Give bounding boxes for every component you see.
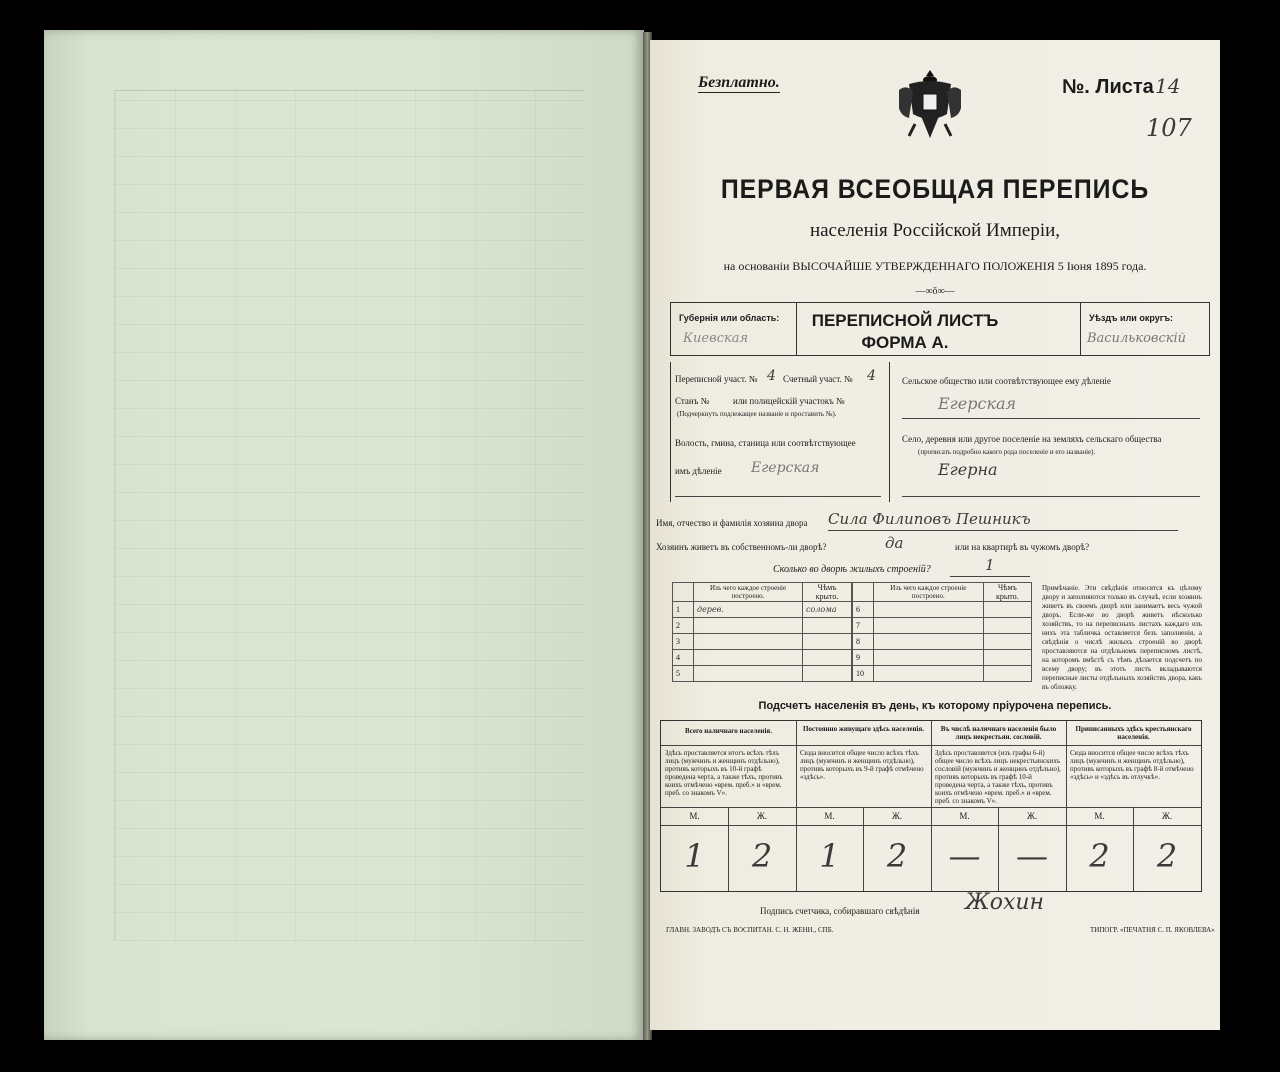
f-label: Ж. xyxy=(756,811,768,821)
footer-right: ТИПОГР. «ПЕЧАТНЯ С. П. ЯКОВЛЕВА» xyxy=(1090,926,1215,934)
buildings-table-left xyxy=(672,582,852,682)
ornament: —∞ǒ∞— xyxy=(915,286,955,297)
table-row: 3 xyxy=(673,634,852,650)
remark: Примѣчаніе. Эти свѣдѣнія относятся къ цѣлому двору и заполняются только въ случаѣ, если хозяинъ живетъ въ своемъ дворѣ или занимаетъ весь чужой дворъ. Если-же во дворѣ живетъ нѣсколько хозяйствъ, то на переписныхъ листахъ каждаго изъ нихъ эта табличка оставляется безъ заполненія, а свѣдѣнія о числѣ жилыхъ строеній во дворѣ проставляются на отдѣльномъ переписномъ листѣ, на которомъ вмѣстѣ съ тѣмъ дѣлается подсчетъ по всему двору; въ этотъ листъ вкладываются переписные листы отдѣльныхъ хозяйствъ двора, какъ въ обложку. xyxy=(1042,584,1202,691)
faded-grid xyxy=(114,90,585,941)
col-nonpeasant-desc: Здѣсь проставляется (изъ графы 6-й) общее число всѣхъ лицъ некрестьянскихъ сословій (мужчинъ и женщинъ отдѣльно), противъ которыхъ въ графѣ 10-й проведена черта, а также тѣхъ, противъ коихъ отмѣчено «врем. преб.» и «врем. преб. со знакомъ V». xyxy=(935,749,1061,805)
total-female: 2 xyxy=(751,837,773,875)
count-area-value: 4 xyxy=(867,368,876,384)
table-row: 2 xyxy=(673,618,852,634)
buildings-label: Сколько во дворѣ жилыхъ строеній? xyxy=(773,564,931,575)
owner-name-label: Имя, отчество и фамилія хозяина двора xyxy=(656,518,808,528)
table-row: 7 xyxy=(853,618,1032,634)
buildings-value: 1 xyxy=(985,556,995,574)
total-male: 1 xyxy=(684,837,705,875)
volost-value: Егерская xyxy=(751,460,820,476)
count-area-label: Счетный участ. № xyxy=(783,374,853,384)
table-row: 8 xyxy=(853,634,1032,650)
owner-lives-alt: или на квартирѣ въ чужомъ дворѣ? xyxy=(955,542,1090,552)
owner-lives-value: да xyxy=(885,534,904,552)
sheet-title: ПЕРЕПИСНОЙ ЛИСТЪ xyxy=(811,311,999,330)
col-total-desc: Здѣсь проставляется итогъ всѣхъ тѣхъ лицъ (мужчинъ и женщинъ отдѣльно), противъ которыхъ въ 10-й графѣ проведена черта, а также тѣхъ, противъ коихъ отмѣчено «врем. преб.» и «врем. преб. со знакомъ V». xyxy=(665,749,783,797)
form-header-band xyxy=(670,302,1210,356)
uezd-value: Васильковскій xyxy=(1087,331,1187,346)
sheet-number-extra: 107 xyxy=(1146,114,1192,142)
imperial-eagle-emblem xyxy=(895,64,965,146)
col-roof-2: Чѣмъ крыто. xyxy=(983,583,1031,602)
left-fields-box xyxy=(670,362,890,502)
registered-female: 2 xyxy=(1156,837,1178,875)
document-subtitle: населенія Россійской Имперіи, xyxy=(809,220,1061,241)
table-row: 4 xyxy=(673,650,852,666)
row1-material: дерев. xyxy=(694,602,803,618)
signature-value: Жохин xyxy=(965,890,1045,915)
village-label: Село, деревня или другое поселеніе на земляхъ сельскаго общества xyxy=(902,434,1162,444)
police-label: или полицейскій участокъ № xyxy=(733,396,845,406)
summary-table xyxy=(660,720,1202,892)
census-area-label: Переписной участ. № xyxy=(675,374,758,384)
table-row: 9 xyxy=(853,650,1032,666)
sheet-number-label: №. Листа xyxy=(1062,76,1154,98)
society-value: Егерская xyxy=(938,394,1017,413)
m-label: М. xyxy=(824,811,835,821)
registered-male: 2 xyxy=(1089,837,1110,875)
m-label: М. xyxy=(1094,811,1105,821)
nonpeasant-male: — xyxy=(948,837,981,875)
col-material: Изъ чего каждое строеніе построено. xyxy=(694,583,803,602)
col-registered-desc: Сюда вносится общее число всѣхъ тѣхъ лицъ (мужчинъ и женщинъ отдѣльно), противъ которыхъ въ графѣ 8-й отмѣчено «здѣсь» и «здѣсь въ отлучкѣ». xyxy=(1070,749,1194,781)
volost-label-2: имъ дѣленіе xyxy=(675,466,722,476)
owner-lives-label: Хозяинъ живетъ въ собственномъ-ли дворѣ? xyxy=(656,542,827,552)
permanent-male: 1 xyxy=(819,837,840,875)
buildings-table-right xyxy=(852,582,1032,682)
document-basis: на основаніи ВЫСОЧАЙШЕ УТВЕРЖДЕННАГО ПОЛОЖЕНІЯ 5 Іюня 1895 года. xyxy=(723,259,1147,273)
village-value: Егерна xyxy=(938,460,998,479)
footer-left: ГЛАВН. ЗАВОДЪ СЪ ВОСПИТАН. С. Н. ЖЕНН., СПБ. xyxy=(666,926,834,934)
gubernia-value: Киевская xyxy=(683,331,749,346)
table-row: 1 дерев. солома xyxy=(673,602,852,618)
permanent-female: 2 xyxy=(886,837,908,875)
village-note: (прописать подробно какого рода поселеніе и его названіе). xyxy=(918,448,1096,456)
m-label: М. xyxy=(689,811,700,821)
society-label: Сельское общество или соотвѣтствующее ему дѣленіе xyxy=(902,376,1111,386)
col-nonpeasant-head: Въ числѣ наличнаго населенія было лицъ некрестьян. сословій. xyxy=(940,725,1057,741)
col-total-head: Всего наличнаго населенія. xyxy=(685,727,772,735)
table-row: 10 xyxy=(853,666,1032,682)
volost-label: Волость, гмина, станица или соотвѣтствующее xyxy=(675,438,856,448)
census-form-page xyxy=(650,40,1220,1030)
gubernia-box xyxy=(670,303,797,355)
form-label: ФОРМА А. xyxy=(861,333,949,352)
nonpeasant-female: — xyxy=(1016,837,1048,875)
fields-note: (Подчеркнуть подлежащее названіе и проставить №). xyxy=(677,410,837,418)
signature-label: Подпись счетчика, собиравшаго свѣдѣнія xyxy=(760,906,920,916)
col-permanent-head: Постоянно живущаго здѣсь населенія. xyxy=(802,725,925,733)
stan-label: Станъ № xyxy=(675,396,710,406)
sheet-number-value: 14 xyxy=(1155,74,1181,98)
gubernia-label: Губернія или область: xyxy=(679,313,780,323)
f-label: Ж. xyxy=(1026,811,1038,821)
uezd-label: Уѣздъ или округъ: xyxy=(1089,313,1174,323)
table-row: 5 xyxy=(673,666,852,682)
col-roof: Чѣмъ крыто. xyxy=(803,583,852,602)
col-material-2: Изъ чего каждое строеніе построено. xyxy=(874,583,984,602)
col-permanent-desc: Сюда вносится общее число всѣхъ тѣхъ лицъ (мужчинъ и женщинъ отдѣльно), противъ которыхъ въ 9-й графѣ отмѣчено «здѣсь». xyxy=(800,749,924,781)
document-title: ПЕРВАЯ ВСЕОБЩАЯ ПЕРЕПИСЬ xyxy=(720,174,1150,204)
row1-roof: солома xyxy=(803,602,852,618)
f-label: Ж. xyxy=(1161,811,1173,821)
col-registered-head: Приписанныхъ здѣсь крестьянскаго населенія. xyxy=(1075,725,1192,741)
f-label: Ж. xyxy=(891,811,903,821)
uezd-box xyxy=(1080,303,1210,355)
left-page xyxy=(44,30,644,1040)
free-label: Безплатно. xyxy=(698,74,780,91)
summary-title: Подсчетъ населенія въ день, къ которому пріурочена перепись. xyxy=(758,700,1112,712)
right-fields xyxy=(898,362,1208,502)
census-area-value: 4 xyxy=(767,368,776,384)
table-row: 6 xyxy=(853,602,1032,618)
owner-name-value: Сила Филиповъ Пешникъ xyxy=(828,510,1031,528)
m-label: М. xyxy=(959,811,970,821)
